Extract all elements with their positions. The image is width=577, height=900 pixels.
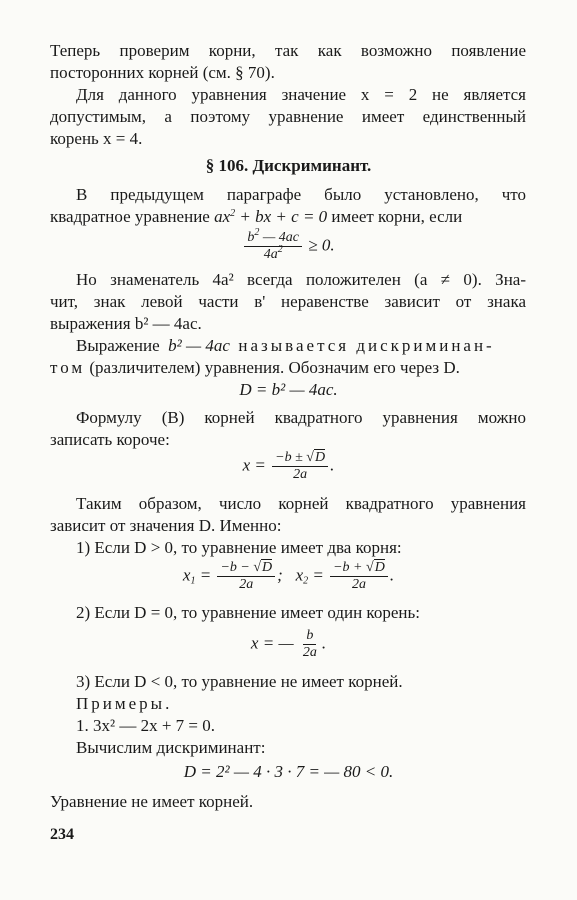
inequality-formula: $\frac{b^2 — 4ac}{4a^2}$ ≥ 0. [0, 230, 577, 263]
para7-line1: Таким образом, число корней квадратного уравнения [76, 494, 526, 513]
para2-line3: корень x = 4. [50, 129, 143, 148]
para4-line3: выражения b² — 4ac. [50, 314, 202, 333]
para7-line2: зависит от значения D. Именно: [50, 516, 282, 535]
para3-line2-prefix: квадратное уравнение [50, 207, 210, 226]
discriminant-formula: D = b² — 4ac. [239, 380, 338, 399]
conclusion: Уравнение не имеет корней. [50, 792, 254, 811]
para4-line2: чит, знак левой части в' неравенстве зависит от знака [50, 292, 526, 311]
para5-suffix: называется дискриминан- [238, 336, 495, 355]
para5-spaced: том [50, 358, 86, 377]
roots-formula: x = $\frac{-b \pm √D}{2a}$ . [242, 450, 335, 482]
case2-text: 2) Если D = 0, то уравнение имеет один корень: [76, 603, 420, 622]
para3-line2-suffix: имеет корни, если [331, 207, 463, 226]
para3-line2 [50, 207, 526, 227]
case3-text: 3) Если D < 0, то уравнение не имеет корней. [76, 672, 403, 691]
example1: 1. 3x² — 2x + 7 = 0. [76, 716, 216, 735]
discriminant-calc: D = 2² — 4 · 3 · 7 = — 80 < 0. [183, 762, 394, 781]
para6-line2: записать короче: [50, 430, 170, 449]
one-root-formula: x = — $\frac{b}{2a}$ . [250, 628, 327, 660]
para1-line2: посторонних корней (см. § 70). [50, 63, 275, 82]
quadratic-equation: $ax^2$ + bx + c = 0 [214, 207, 328, 226]
para1-line1: Теперь проверим корни, так как возможно появление [50, 41, 526, 60]
page-number: 234 [50, 826, 74, 843]
para5-rest: (различителем) уравнения. Обозначим его через D. [89, 358, 460, 377]
section-heading: § 106. Дискриминант. [205, 156, 372, 175]
para2-line1: Для данного уравнения значение x = 2 не является [76, 85, 526, 104]
para3-line1: В предыдущем параграфе было установлено, что [76, 185, 526, 204]
para2-line2: допустимым, а поэтому уравнение имеет единственный [50, 107, 526, 126]
para5-line1 [50, 336, 526, 356]
para6-line1: Формулу (B) корней квадратного уравнения можно [76, 408, 526, 427]
para5-prefix: Выражение [76, 336, 160, 355]
para4-line1: Но знаменатель 4a² всегда положителен (a ≠ 0). Зна- [76, 270, 526, 289]
case1-text: 1) Если D > 0, то уравнение имеет два корня: [76, 538, 402, 557]
para5-expression: b² — 4ac [168, 336, 230, 355]
two-roots-formula: $x_1$ = $\frac{-b - √D}{2a}$ ; $x_2$ = $\frac{-b + √D}{2a}$ . [182, 560, 395, 592]
compute-label: Вычислим дискриминант: [76, 738, 266, 757]
para5-line2 [50, 358, 526, 378]
examples-label: Примеры. [76, 694, 173, 713]
